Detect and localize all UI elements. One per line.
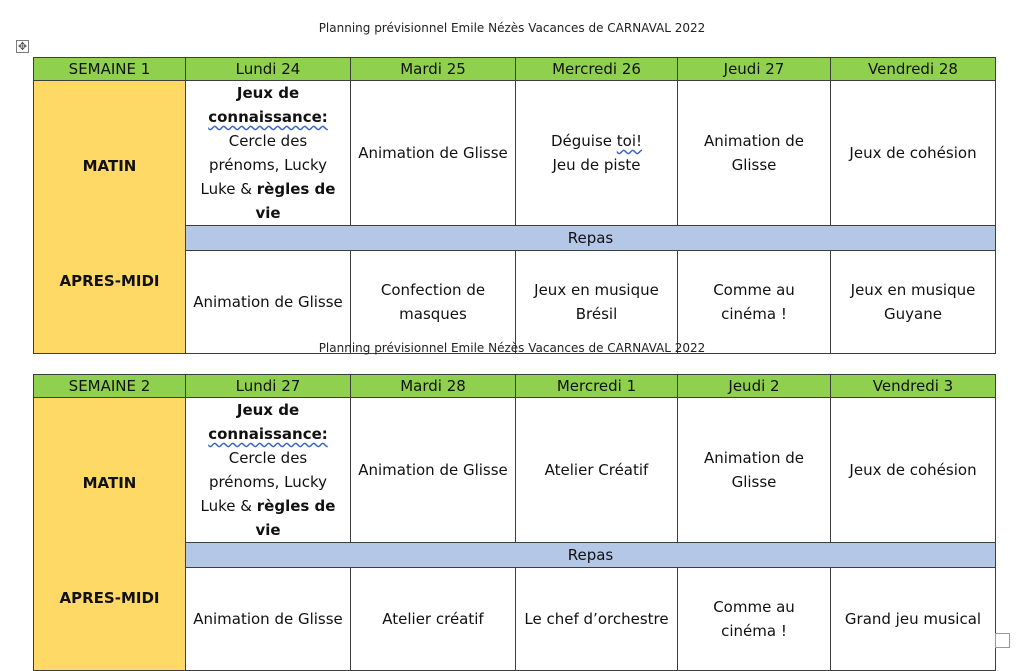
activity-cell[interactable]: Jeux de cohésion xyxy=(831,398,996,543)
planning-table-week1 xyxy=(33,57,996,354)
activity-bold-text: Jeux de xyxy=(236,84,300,102)
morning-label: MATIN xyxy=(82,474,137,492)
day-header: Vendredi 28 xyxy=(831,58,996,81)
day-header: Jeudi 27 xyxy=(678,58,831,81)
day-header: Mercredi 26 xyxy=(516,58,678,81)
activity-cell[interactable]: Animation de Glisse xyxy=(351,398,516,543)
activity-cell[interactable]: Jeux en musique Brésil xyxy=(516,251,678,354)
planning-table-week2 xyxy=(33,374,996,671)
activity-cell[interactable]: Confection de masques xyxy=(351,251,516,354)
day-header: Mardi 28 xyxy=(351,375,516,398)
resize-square-icon[interactable] xyxy=(995,633,1010,648)
activity-underlined-text: toi! xyxy=(616,132,643,150)
activity-cell[interactable]: Animation de Glisse xyxy=(186,568,351,671)
activity-underlined-text: connaissance: xyxy=(208,108,328,126)
activity-cell[interactable]: Comme au cinéma ! xyxy=(678,251,831,354)
planning-title-week1: Planning prévisionnel Emile Nézès Vacances de CARNAVAL 2022 xyxy=(318,21,706,35)
activity-cell[interactable]: Grand jeu musical xyxy=(831,568,996,671)
morning-row xyxy=(34,398,996,543)
activity-bold-text: Jeux de xyxy=(236,401,300,419)
activity-text: Cercle des prénoms, Lucky Luke & xyxy=(200,449,328,515)
activity-cell[interactable] xyxy=(186,398,351,543)
afternoon-label: APRES-MIDI xyxy=(59,272,160,290)
period-column xyxy=(34,398,186,671)
week-label: SEMAINE 1 xyxy=(34,58,186,81)
activity-bold-text: règles de vie xyxy=(255,180,336,222)
activity-underlined-text: connaissance: xyxy=(208,425,328,443)
activity-cell[interactable]: Animation de Glisse xyxy=(678,81,831,226)
activity-cell[interactable]: Animation de Glisse xyxy=(351,81,516,226)
activity-text: Jeu de piste xyxy=(552,156,641,174)
activity-cell[interactable]: Jeux en musique Guyane xyxy=(831,251,996,354)
day-header: Mercredi 1 xyxy=(516,375,678,398)
activity-bold-text: règles de vie xyxy=(255,497,336,539)
day-header: Jeudi 2 xyxy=(678,375,831,398)
activity-cell[interactable]: Atelier Créatif xyxy=(516,398,678,543)
day-header: Mardi 25 xyxy=(351,58,516,81)
header-row xyxy=(34,58,996,81)
planning-title-week2: Planning prévisionnel Emile Nézès Vacances de CARNAVAL 2022 xyxy=(318,341,706,355)
lunch-cell[interactable]: Repas xyxy=(186,543,996,568)
activity-cell[interactable] xyxy=(516,81,678,226)
morning-label: MATIN xyxy=(82,157,137,175)
activity-text: Cercle des prénoms, Lucky Luke & xyxy=(200,132,328,198)
activity-cell[interactable]: Animation de Glisse xyxy=(186,251,351,354)
week-label: SEMAINE 2 xyxy=(34,375,186,398)
activity-cell[interactable] xyxy=(186,81,351,226)
activity-cell[interactable]: Jeux de cohésion xyxy=(831,81,996,226)
activity-text: Déguise xyxy=(550,132,617,150)
lunch-cell[interactable]: Repas xyxy=(186,226,996,251)
move-arrows-icon[interactable]: ✥ xyxy=(17,40,28,53)
activity-cell[interactable]: Atelier créatif xyxy=(351,568,516,671)
day-header: Vendredi 3 xyxy=(831,375,996,398)
morning-row xyxy=(34,81,996,226)
activity-cell[interactable]: Animation de Glisse xyxy=(678,398,831,543)
day-header: Lundi 24 xyxy=(186,58,351,81)
header-row xyxy=(34,375,996,398)
day-header: Lundi 27 xyxy=(186,375,351,398)
period-column xyxy=(34,81,186,354)
activity-cell[interactable]: Comme au cinéma ! xyxy=(678,568,831,671)
activity-cell[interactable]: Le chef d’orchestre xyxy=(516,568,678,671)
afternoon-label: APRES-MIDI xyxy=(59,589,160,607)
